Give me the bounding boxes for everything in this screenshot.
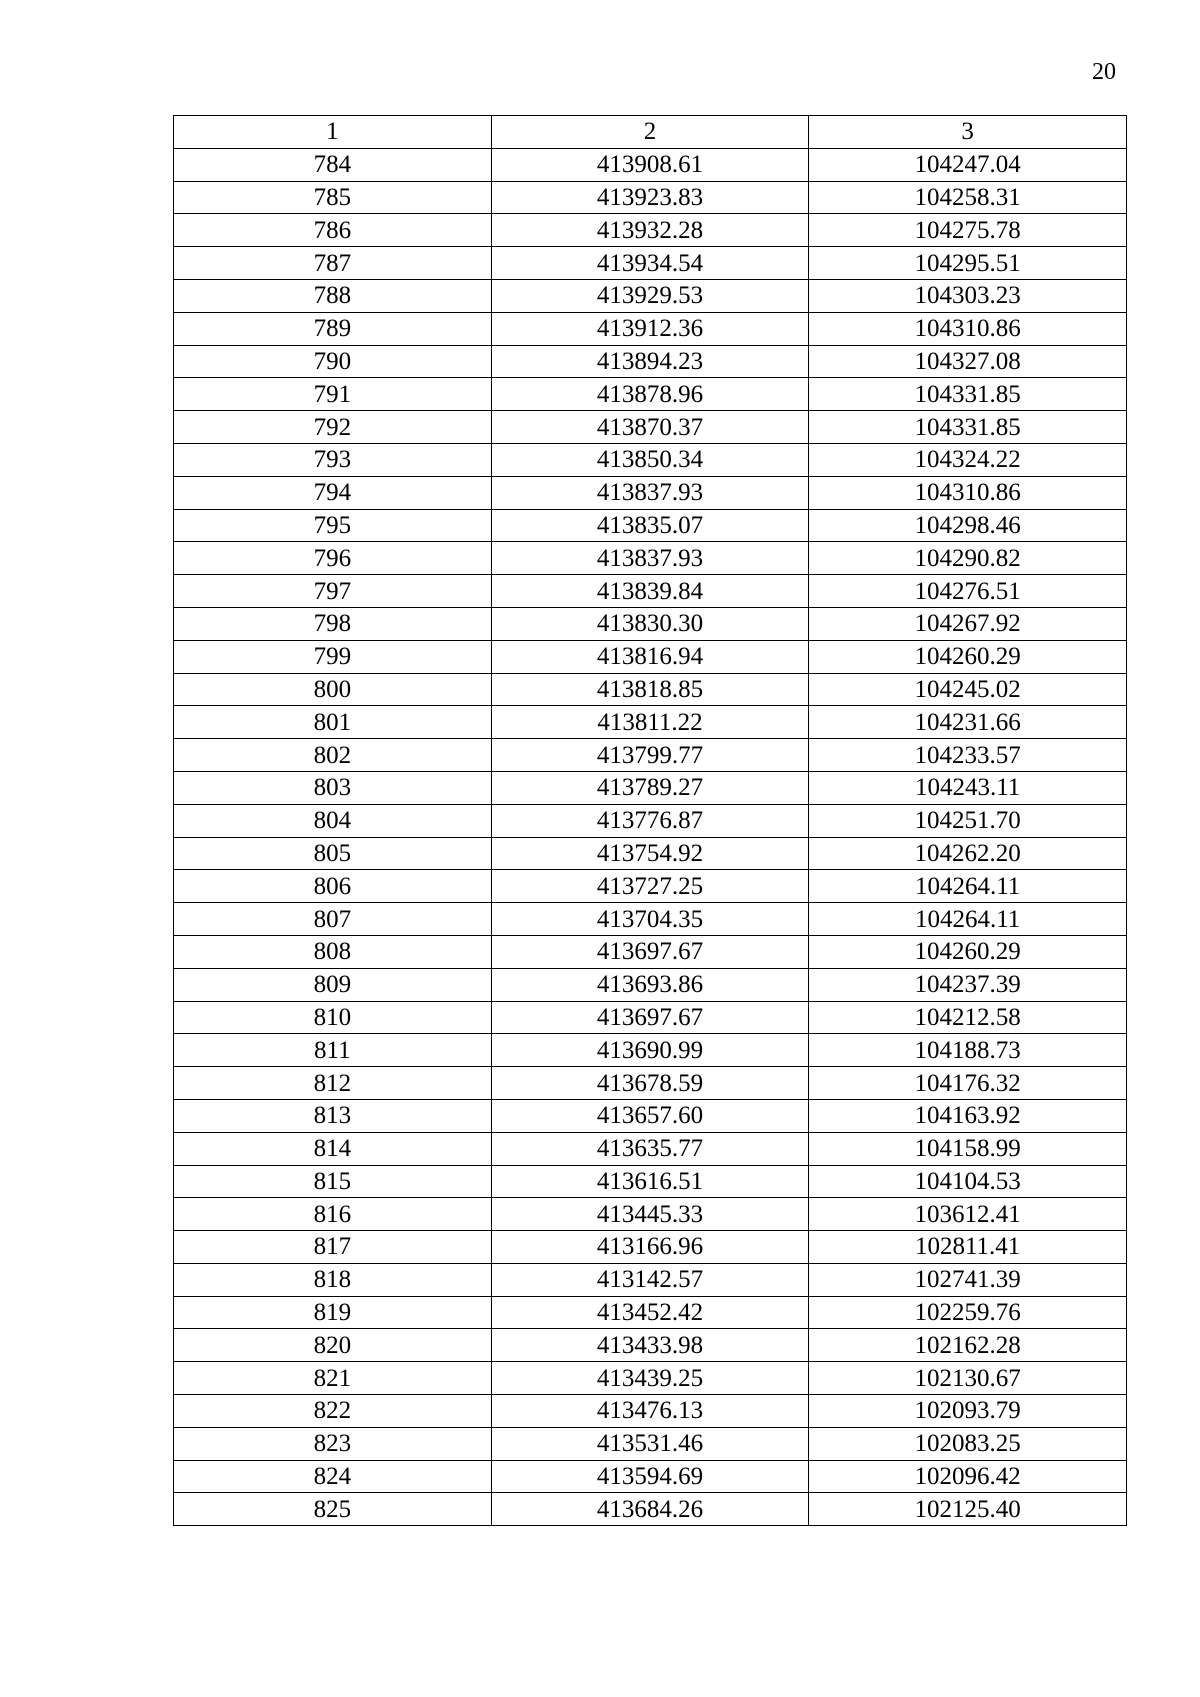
y-coordinate-cell: 104324.22: [809, 443, 1127, 476]
point-number-cell: 802: [174, 739, 492, 772]
point-number-cell: 813: [174, 1099, 492, 1132]
point-number-cell: 790: [174, 345, 492, 378]
point-number-cell: 800: [174, 673, 492, 706]
x-coordinate-cell: 413690.99: [491, 1034, 809, 1067]
point-number-cell: 817: [174, 1231, 492, 1264]
y-coordinate-cell: 102083.25: [809, 1427, 1127, 1460]
point-number-cell: 820: [174, 1329, 492, 1362]
table-row: [174, 1395, 1127, 1428]
table-row: [174, 640, 1127, 673]
table-row: [174, 181, 1127, 214]
header-cell-1: 1: [174, 116, 492, 149]
x-coordinate-cell: 413697.67: [491, 1001, 809, 1034]
point-number-cell: 825: [174, 1493, 492, 1526]
point-number-cell: 798: [174, 607, 492, 640]
x-coordinate-cell: 413439.25: [491, 1362, 809, 1395]
table-row: [174, 1427, 1127, 1460]
y-coordinate-cell: 104295.51: [809, 247, 1127, 280]
table-row: [174, 804, 1127, 837]
point-number-cell: 785: [174, 181, 492, 214]
y-coordinate-cell: 104243.11: [809, 771, 1127, 804]
y-coordinate-cell: 104276.51: [809, 575, 1127, 608]
x-coordinate-cell: 413878.96: [491, 378, 809, 411]
table-row: [174, 1460, 1127, 1493]
y-coordinate-cell: 104290.82: [809, 542, 1127, 575]
y-coordinate-cell: 104331.85: [809, 411, 1127, 444]
y-coordinate-cell: 104264.11: [809, 903, 1127, 936]
x-coordinate-cell: 413837.93: [491, 542, 809, 575]
table-row: [174, 1099, 1127, 1132]
x-coordinate-cell: 413850.34: [491, 443, 809, 476]
x-coordinate-cell: 413932.28: [491, 214, 809, 247]
y-coordinate-cell: 104310.86: [809, 476, 1127, 509]
point-number-cell: 806: [174, 870, 492, 903]
x-coordinate-cell: 413727.25: [491, 870, 809, 903]
x-coordinate-cell: 413754.92: [491, 837, 809, 870]
y-coordinate-cell: 104275.78: [809, 214, 1127, 247]
y-coordinate-cell: 104158.99: [809, 1132, 1127, 1165]
point-number-cell: 814: [174, 1132, 492, 1165]
point-number-cell: 793: [174, 443, 492, 476]
table-row: [174, 837, 1127, 870]
y-coordinate-cell: 104298.46: [809, 509, 1127, 542]
x-coordinate-cell: 413445.33: [491, 1198, 809, 1231]
point-number-cell: 795: [174, 509, 492, 542]
x-coordinate-cell: 413704.35: [491, 903, 809, 936]
y-coordinate-cell: 103612.41: [809, 1198, 1127, 1231]
point-number-cell: 794: [174, 476, 492, 509]
table-row: [174, 1231, 1127, 1264]
point-number-cell: 809: [174, 968, 492, 1001]
point-number-cell: 810: [174, 1001, 492, 1034]
x-coordinate-cell: 413693.86: [491, 968, 809, 1001]
y-coordinate-cell: 104231.66: [809, 706, 1127, 739]
point-number-cell: 796: [174, 542, 492, 575]
x-coordinate-cell: 413830.30: [491, 607, 809, 640]
point-number-cell: 821: [174, 1362, 492, 1395]
x-coordinate-cell: 413923.83: [491, 181, 809, 214]
table-row: [174, 345, 1127, 378]
point-number-cell: 824: [174, 1460, 492, 1493]
y-coordinate-cell: 104258.31: [809, 181, 1127, 214]
point-number-cell: 811: [174, 1034, 492, 1067]
table-row: [174, 1263, 1127, 1296]
table-row: [174, 378, 1127, 411]
y-coordinate-cell: 102130.67: [809, 1362, 1127, 1395]
point-number-cell: 818: [174, 1263, 492, 1296]
table-row: [174, 771, 1127, 804]
header-cell-2: 2: [491, 116, 809, 149]
x-coordinate-cell: 413818.85: [491, 673, 809, 706]
table-row: [174, 935, 1127, 968]
header-cell-3: 3: [809, 116, 1127, 149]
table-row: [174, 1034, 1127, 1067]
y-coordinate-cell: 102741.39: [809, 1263, 1127, 1296]
y-coordinate-cell: 104104.53: [809, 1165, 1127, 1198]
x-coordinate-cell: 413697.67: [491, 935, 809, 968]
point-number-cell: 792: [174, 411, 492, 444]
table-row: [174, 443, 1127, 476]
x-coordinate-cell: 413929.53: [491, 279, 809, 312]
point-number-cell: 797: [174, 575, 492, 608]
x-coordinate-cell: 413678.59: [491, 1067, 809, 1100]
x-coordinate-cell: 413635.77: [491, 1132, 809, 1165]
point-number-cell: 799: [174, 640, 492, 673]
y-coordinate-cell: 104251.70: [809, 804, 1127, 837]
x-coordinate-cell: 413789.27: [491, 771, 809, 804]
x-coordinate-cell: 413684.26: [491, 1493, 809, 1526]
x-coordinate-cell: 413811.22: [491, 706, 809, 739]
point-number-cell: 801: [174, 706, 492, 739]
table-row: [174, 312, 1127, 345]
x-coordinate-cell: 413816.94: [491, 640, 809, 673]
table-row: [174, 1329, 1127, 1362]
table-row: [174, 673, 1127, 706]
y-coordinate-cell: 104233.57: [809, 739, 1127, 772]
point-number-cell: 788: [174, 279, 492, 312]
table-row: [174, 148, 1127, 181]
x-coordinate-cell: 413776.87: [491, 804, 809, 837]
x-coordinate-cell: 413166.96: [491, 1231, 809, 1264]
x-coordinate-cell: 413476.13: [491, 1395, 809, 1428]
x-coordinate-cell: 413531.46: [491, 1427, 809, 1460]
y-coordinate-cell: 104303.23: [809, 279, 1127, 312]
table-body: [174, 116, 1127, 1526]
y-coordinate-cell: 104260.29: [809, 935, 1127, 968]
x-coordinate-cell: 413934.54: [491, 247, 809, 280]
point-number-cell: 822: [174, 1395, 492, 1428]
y-coordinate-cell: 104237.39: [809, 968, 1127, 1001]
point-number-cell: 784: [174, 148, 492, 181]
point-number-cell: 819: [174, 1296, 492, 1329]
table-row: [174, 411, 1127, 444]
y-coordinate-cell: 104176.32: [809, 1067, 1127, 1100]
x-coordinate-cell: 413142.57: [491, 1263, 809, 1296]
table-row: [174, 214, 1127, 247]
table-row: [174, 903, 1127, 936]
x-coordinate-cell: 413870.37: [491, 411, 809, 444]
point-number-cell: 808: [174, 935, 492, 968]
point-number-cell: 791: [174, 378, 492, 411]
table-row: [174, 968, 1127, 1001]
page-number: 20: [1092, 59, 1116, 85]
table-row: [174, 1132, 1127, 1165]
y-coordinate-cell: 104310.86: [809, 312, 1127, 345]
point-number-cell: 803: [174, 771, 492, 804]
x-coordinate-cell: 413657.60: [491, 1099, 809, 1132]
x-coordinate-cell: 413912.36: [491, 312, 809, 345]
x-coordinate-cell: 413908.61: [491, 148, 809, 181]
table-row: [174, 1067, 1127, 1100]
y-coordinate-cell: 102811.41: [809, 1231, 1127, 1264]
x-coordinate-cell: 413799.77: [491, 739, 809, 772]
table-row: [174, 279, 1127, 312]
table-row: [174, 1001, 1127, 1034]
point-number-cell: 807: [174, 903, 492, 936]
y-coordinate-cell: 104331.85: [809, 378, 1127, 411]
table-row: [174, 575, 1127, 608]
y-coordinate-cell: 104212.58: [809, 1001, 1127, 1034]
point-number-cell: 787: [174, 247, 492, 280]
y-coordinate-cell: 104267.92: [809, 607, 1127, 640]
x-coordinate-cell: 413594.69: [491, 1460, 809, 1493]
y-coordinate-cell: 104262.20: [809, 837, 1127, 870]
point-number-cell: 786: [174, 214, 492, 247]
table-row: [174, 739, 1127, 772]
y-coordinate-cell: 102259.76: [809, 1296, 1127, 1329]
y-coordinate-cell: 104245.02: [809, 673, 1127, 706]
table-row: [174, 247, 1127, 280]
table-row: [174, 1362, 1127, 1395]
x-coordinate-cell: 413837.93: [491, 476, 809, 509]
table-row: [174, 1493, 1127, 1526]
x-coordinate-cell: 413433.98: [491, 1329, 809, 1362]
y-coordinate-cell: 104163.92: [809, 1099, 1127, 1132]
table-row: [174, 509, 1127, 542]
x-coordinate-cell: 413839.84: [491, 575, 809, 608]
y-coordinate-cell: 104247.04: [809, 148, 1127, 181]
y-coordinate-cell: 104188.73: [809, 1034, 1127, 1067]
x-coordinate-cell: 413894.23: [491, 345, 809, 378]
y-coordinate-cell: 102096.42: [809, 1460, 1127, 1493]
y-coordinate-cell: 102093.79: [809, 1395, 1127, 1428]
y-coordinate-cell: 104264.11: [809, 870, 1127, 903]
table-row: [174, 1198, 1127, 1231]
x-coordinate-cell: 413452.42: [491, 1296, 809, 1329]
table-header-row: [174, 116, 1127, 149]
point-number-cell: 812: [174, 1067, 492, 1100]
y-coordinate-cell: 104260.29: [809, 640, 1127, 673]
point-number-cell: 816: [174, 1198, 492, 1231]
x-coordinate-cell: 413835.07: [491, 509, 809, 542]
y-coordinate-cell: 102162.28: [809, 1329, 1127, 1362]
point-number-cell: 805: [174, 837, 492, 870]
table-row: [174, 476, 1127, 509]
x-coordinate-cell: 413616.51: [491, 1165, 809, 1198]
y-coordinate-cell: 102125.40: [809, 1493, 1127, 1526]
point-number-cell: 815: [174, 1165, 492, 1198]
coordinates-table: [173, 115, 1127, 1526]
table-row: [174, 870, 1127, 903]
point-number-cell: 804: [174, 804, 492, 837]
table-row: [174, 1165, 1127, 1198]
y-coordinate-cell: 104327.08: [809, 345, 1127, 378]
table-row: [174, 1296, 1127, 1329]
table-row: [174, 542, 1127, 575]
point-number-cell: 823: [174, 1427, 492, 1460]
table-row: [174, 607, 1127, 640]
point-number-cell: 789: [174, 312, 492, 345]
table-row: [174, 706, 1127, 739]
